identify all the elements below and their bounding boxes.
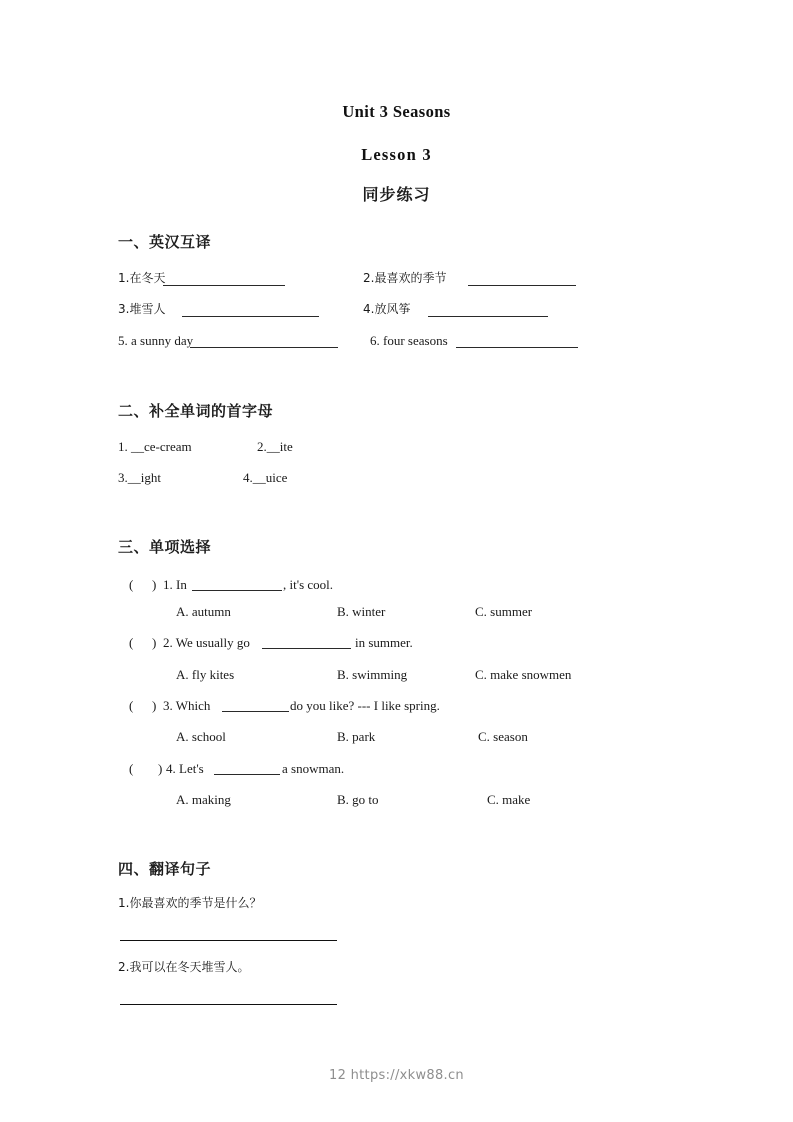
mc-q1-stem-before: 1. In bbox=[163, 577, 187, 592]
mc-q2-choice-c[interactable]: C. make snowmen bbox=[475, 667, 572, 682]
section-heading-4: 四、翻译句子 bbox=[118, 860, 212, 878]
mc-q3-bracket-close[interactable]: ) bbox=[152, 698, 157, 713]
section-heading-1: 一、英汉互译 bbox=[118, 233, 212, 251]
sentence-item-2-label: 2.我可以在冬天堆雪人。 bbox=[118, 960, 250, 974]
mc-q1-blank[interactable] bbox=[192, 590, 282, 591]
mc-q1-choice-c[interactable]: C. summer bbox=[475, 604, 533, 619]
mc-q4-bracket-close[interactable]: ) bbox=[158, 761, 163, 776]
translate-item-2-blank[interactable] bbox=[468, 285, 576, 286]
translate-item-1-blank[interactable] bbox=[163, 285, 285, 286]
word-item-3[interactable]: 3.__ight bbox=[118, 470, 161, 485]
page-footer: 12 https://xkw88.cn bbox=[329, 1068, 464, 1083]
title-block bbox=[0, 104, 793, 203]
mc-q3-bracket-open: ( bbox=[129, 698, 134, 713]
mc-q2-bracket-open: ( bbox=[129, 635, 134, 650]
mc-q2-choice-b[interactable]: B. swimming bbox=[337, 667, 408, 682]
mc-q2-stem-before: 2. We usually go bbox=[163, 635, 250, 650]
mc-q1-choice-a[interactable]: A. autumn bbox=[176, 604, 231, 619]
mc-q3-stem-before: 3. Which bbox=[163, 698, 211, 713]
section-heading-2: 二、补全单词的首字母 bbox=[118, 402, 274, 420]
translate-item-1-label: 1.在冬天 bbox=[118, 271, 166, 285]
mc-q4-stem-before: 4. Let's bbox=[166, 761, 204, 776]
mc-q3-stem-after: do you like? --- I like spring. bbox=[290, 698, 440, 713]
page-title: Unit 3 Seasons bbox=[342, 102, 451, 121]
translate-item-4-label: 4.放风筝 bbox=[363, 302, 411, 316]
mc-q3-choice-c[interactable]: C. season bbox=[478, 729, 528, 744]
section-heading-3: 三、单项选择 bbox=[118, 538, 212, 556]
mc-q3-blank[interactable] bbox=[222, 711, 289, 712]
mc-q2-blank[interactable] bbox=[262, 648, 351, 649]
page-subtitle-secondary: 同步练习 bbox=[362, 185, 431, 204]
translate-item-6-label: 6. four seasons bbox=[370, 333, 448, 348]
word-item-2[interactable]: 2.__ite bbox=[257, 439, 293, 454]
mc-q4-stem-after: a snowman. bbox=[282, 761, 345, 776]
translate-item-3-label: 3.堆雪人 bbox=[118, 302, 166, 316]
translate-item-4-blank[interactable] bbox=[428, 316, 548, 317]
translate-item-2-label: 2.最喜欢的季节 bbox=[363, 271, 447, 285]
translate-item-3-blank[interactable] bbox=[182, 316, 319, 317]
translate-item-5-blank[interactable] bbox=[190, 347, 338, 348]
mc-q2-stem-after: in summer. bbox=[355, 635, 413, 650]
mc-q4-blank[interactable] bbox=[214, 774, 280, 775]
page-subtitle: Lesson 3 bbox=[361, 144, 432, 164]
translate-item-6-blank[interactable] bbox=[456, 347, 578, 348]
translate-item-5-label: 5. a sunny day bbox=[118, 333, 194, 348]
word-item-4[interactable]: 4.__uice bbox=[243, 470, 288, 485]
sentence-item-2-answer-line[interactable] bbox=[120, 1004, 337, 1005]
sentence-item-1-label: 1.你最喜欢的季节是什么？ bbox=[118, 896, 262, 910]
sentence-item-1-answer-line[interactable] bbox=[120, 940, 337, 941]
mc-q4-bracket-open: ( bbox=[129, 761, 134, 776]
mc-q4-choice-b[interactable]: B. go to bbox=[337, 792, 379, 807]
mc-q3-choice-b[interactable]: B. park bbox=[337, 729, 376, 744]
mc-q3-choice-a[interactable]: A. school bbox=[176, 729, 226, 744]
word-item-1[interactable]: 1. __ce-cream bbox=[118, 439, 192, 454]
mc-q4-choice-a[interactable]: A. making bbox=[176, 792, 231, 807]
mc-q1-choice-b[interactable]: B. winter bbox=[337, 604, 386, 619]
mc-q4-choice-c[interactable]: C. make bbox=[487, 792, 531, 807]
mc-q1-bracket-close[interactable]: ) bbox=[152, 577, 157, 592]
mc-q2-choice-a[interactable]: A. fly kites bbox=[176, 667, 235, 682]
mc-q2-bracket-close[interactable]: ) bbox=[152, 635, 157, 650]
mc-q1-bracket-open: ( bbox=[129, 577, 134, 592]
mc-q1-stem-after: , it's cool. bbox=[283, 577, 334, 592]
